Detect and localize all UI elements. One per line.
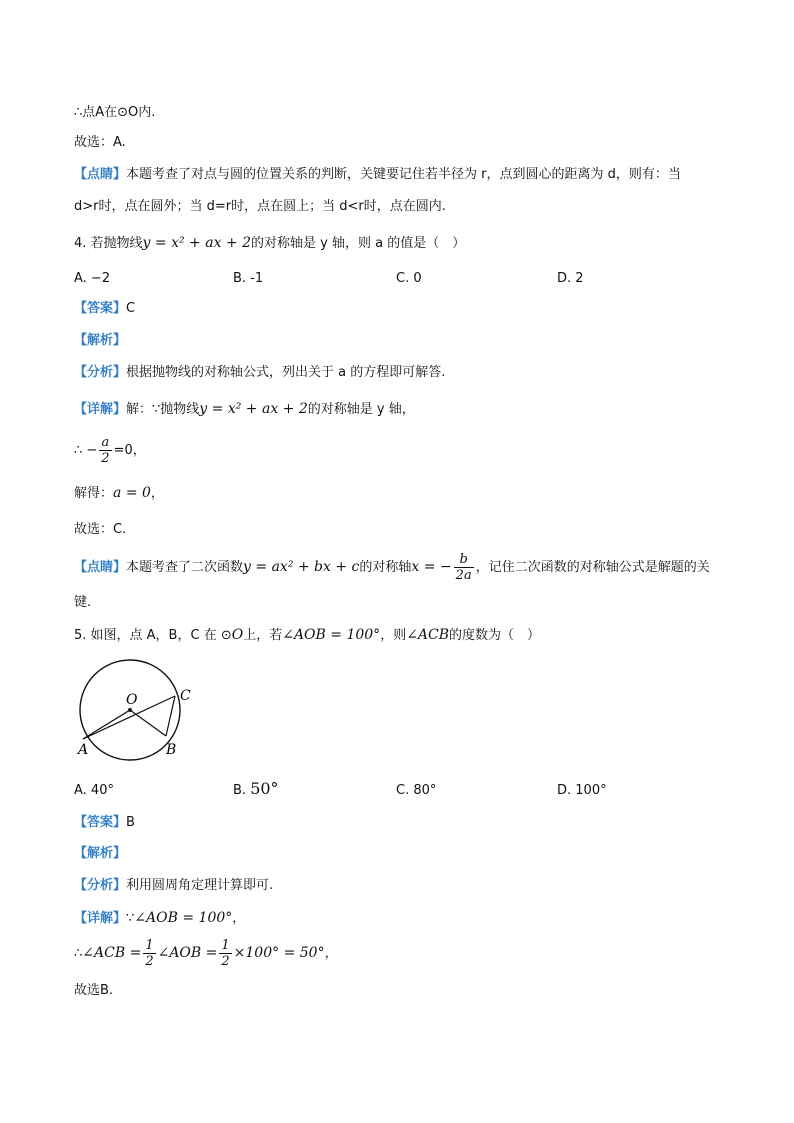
q5-step1-num1: 1 — [145, 938, 154, 953]
q5-stem-ask: ∠ACB — [406, 627, 450, 643]
q5-detail-tag: 【详解】 — [74, 911, 127, 926]
q4-option-c: C. 0 — [396, 271, 422, 286]
q4-review-line-2: 键. — [74, 595, 92, 610]
q4-option-b: B. -1 — [233, 271, 264, 286]
q4-stem — [74, 234, 465, 253]
q4-review-num: b — [454, 552, 474, 568]
q5-step1-frac1 — [143, 938, 155, 969]
q5-step1-post: ， — [324, 946, 338, 961]
q5-step1 — [74, 934, 338, 973]
q4-step1-num: a — [99, 435, 111, 451]
segment-oa — [83, 710, 130, 739]
q5-stem-o: O — [231, 627, 244, 643]
q4-detail-pre: 解：∵抛物线 — [126, 402, 200, 417]
q4-step2-pre: 解得： — [74, 486, 114, 501]
q5-answer-tag: 【答案】 — [74, 815, 127, 830]
q4-answer-tag: 【答案】 — [74, 301, 127, 316]
q4-review-mid: 的对称轴 — [359, 560, 412, 575]
q5-detail-pre: ∵ — [126, 911, 135, 926]
q4-review-tag: 【点睛】 — [74, 560, 127, 575]
q5-fenxi-tag: 【分析】 — [74, 878, 127, 893]
q4-detail-formula: y = x² + ax + 2 — [199, 401, 308, 417]
q4-review-axis: x = − — [411, 559, 452, 575]
conclusion-line: ∴点A在⊙O内. — [74, 105, 156, 120]
q4-review-pre: 本题考查了二次函数 — [126, 560, 244, 575]
q5-stem-end: 的度数为（ ） — [449, 628, 541, 643]
q5-option-b-label: B. — [233, 783, 251, 798]
q5-fenxi — [74, 877, 273, 895]
q5-option-b-value: 50° — [250, 779, 279, 798]
q5-detail-formula: ∠AOB = 100° — [134, 910, 233, 926]
q5-stem-pre: 5. 如图，点 A，B，C 在 ⊙ — [74, 628, 232, 643]
q5-stem — [74, 626, 540, 645]
q4-answer — [74, 300, 135, 318]
label-o: O — [126, 692, 138, 708]
q4-review-fraction — [454, 552, 474, 583]
q4-fenxi-text: 根据抛物线的对称轴公式，列出关于 a 的方程即可解答. — [126, 365, 446, 380]
review-line-2: d>r时，点在圆外；当 d=r时，点在圆上；当 d<r时，点在圆内. — [74, 199, 446, 214]
q4-analysis-tag — [74, 332, 126, 350]
q4-option-a: A. −2 — [74, 271, 111, 286]
circle-figure — [70, 656, 210, 766]
q4-option-d: D. 2 — [557, 271, 584, 286]
q4-choose: 故选：C. — [74, 522, 127, 537]
q5-stem-mid: 上，若 — [243, 628, 283, 643]
q5-step1-num2: 1 — [221, 938, 230, 953]
q5-choose: 故选B. — [74, 983, 114, 998]
q4-detail-post: 的对称轴是 y 轴， — [307, 402, 415, 417]
q5-step1-den1: 2 — [145, 954, 154, 969]
q5-option-c: C. 80° — [396, 783, 437, 798]
q4-step1-fraction — [99, 435, 111, 466]
segment-cb — [166, 696, 175, 736]
q4-detail — [74, 400, 415, 419]
q5-option-a: A. 40° — [74, 783, 114, 798]
q5-step1-den2: 2 — [221, 954, 230, 969]
q5-step1-c: ×100° = 50° — [233, 945, 325, 961]
q4-step2-post: ， — [150, 486, 164, 501]
center-dot — [128, 708, 132, 712]
q4-stem-post: 的对称轴是 y 轴，则 a 的值是（ ） — [251, 236, 466, 251]
q4-review — [74, 548, 710, 587]
q4-answer-value: C — [126, 301, 136, 316]
q5-detail-post: ， — [232, 911, 246, 926]
q5-step1-pre: ∴ — [74, 946, 83, 961]
label-b: B — [166, 742, 177, 758]
q4-fenxi-tag: 【分析】 — [74, 365, 127, 380]
q5-answer-value: B — [126, 815, 135, 830]
q4-step2-formula: a = 0 — [113, 485, 151, 501]
q5-option-d: D. 100° — [557, 783, 607, 798]
q5-step1-a: ∠ACB = — [82, 945, 142, 961]
review-line — [74, 166, 681, 184]
q5-detail — [74, 909, 245, 928]
q5-analysis-tag — [74, 845, 126, 863]
answer-line: 故选：A. — [74, 135, 126, 150]
q4-review-den: 2a — [455, 568, 472, 583]
q4-analysis-label: 【解析】 — [74, 333, 127, 348]
q4-review-post: ，记住二次函数的对称轴公式是解题的关 — [475, 560, 710, 575]
q5-answer — [74, 814, 135, 832]
q4-step1-pre: ∴ − — [74, 443, 98, 458]
q4-detail-tag: 【详解】 — [74, 402, 127, 417]
q4-step1 — [74, 432, 146, 470]
review-text: 本题考查了对点与圆的位置关系的判断，关键要记住若半径为 r，点到圆心的距离为 d，则有：当 — [126, 167, 681, 182]
review-tag: 【点睛】 — [74, 167, 127, 182]
q5-fenxi-text: 利用圆周角定理计算即可. — [126, 878, 274, 893]
q4-stem-formula: y = x² + ax + 2 — [142, 235, 252, 251]
q5-stem-post: ，则 — [380, 628, 407, 643]
q4-review-formula: y = ax² + bx + c — [243, 559, 360, 575]
q5-step1-b: ∠AOB = — [157, 945, 218, 961]
q5-option-b — [233, 780, 279, 800]
q4-step1-den: 2 — [101, 451, 110, 466]
q5-analysis-label: 【解析】 — [74, 846, 127, 861]
q5-step1-frac2 — [219, 938, 231, 969]
q4-stem-pre: 4. 若抛物线 — [74, 236, 143, 251]
q4-step2 — [74, 484, 164, 503]
label-c: C — [180, 688, 191, 704]
q5-stem-angle: ∠AOB = 100° — [282, 627, 381, 643]
q4-fenxi — [74, 364, 445, 382]
q4-step1-post: =0， — [113, 443, 146, 458]
label-a: A — [78, 742, 89, 758]
